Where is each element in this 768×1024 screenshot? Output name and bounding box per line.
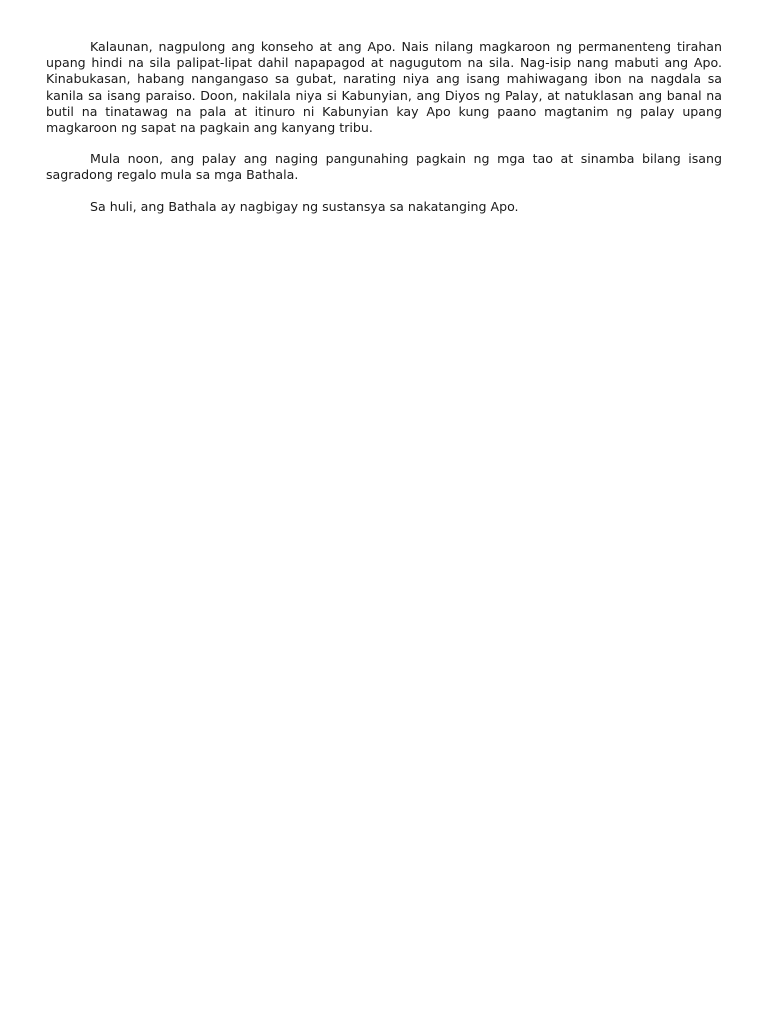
paragraph-1: Kalaunan, nagpulong ang konseho at ang Apo. Nais nilang magkaroon ng permanenteng tirahan upang hindi na sila palipat-lipat dahil napapagod at nagugutom na sila. Nag-isip nang mabuti ang Apo. Kinabukasan, habang nangangaso sa gubat, narating niya ang isang mahiwagang ibon na nagdala sa kanila sa isang paraiso. Doon, nakilala niya si Kabunyian, ang Diyos ng Palay, at natuklasan ang banal na butil na tinatawag na pala at itinuro ni Kabunyian kay Apo kung paano magtanim ng palay upang magkaroon ng sapat na pagkain ang kanyang tribu. <box>46 39 722 136</box>
document-body <box>46 39 722 230</box>
paragraph-2: Mula noon, ang palay ang naging pangunahing pagkain ng mga tao at sinamba bilang isang sagradong regalo mula sa mga Bathala. <box>46 151 722 183</box>
paragraph-3: Sa huli, ang Bathala ay nagbigay ng sustansya sa nakatanging Apo. <box>90 198 519 214</box>
